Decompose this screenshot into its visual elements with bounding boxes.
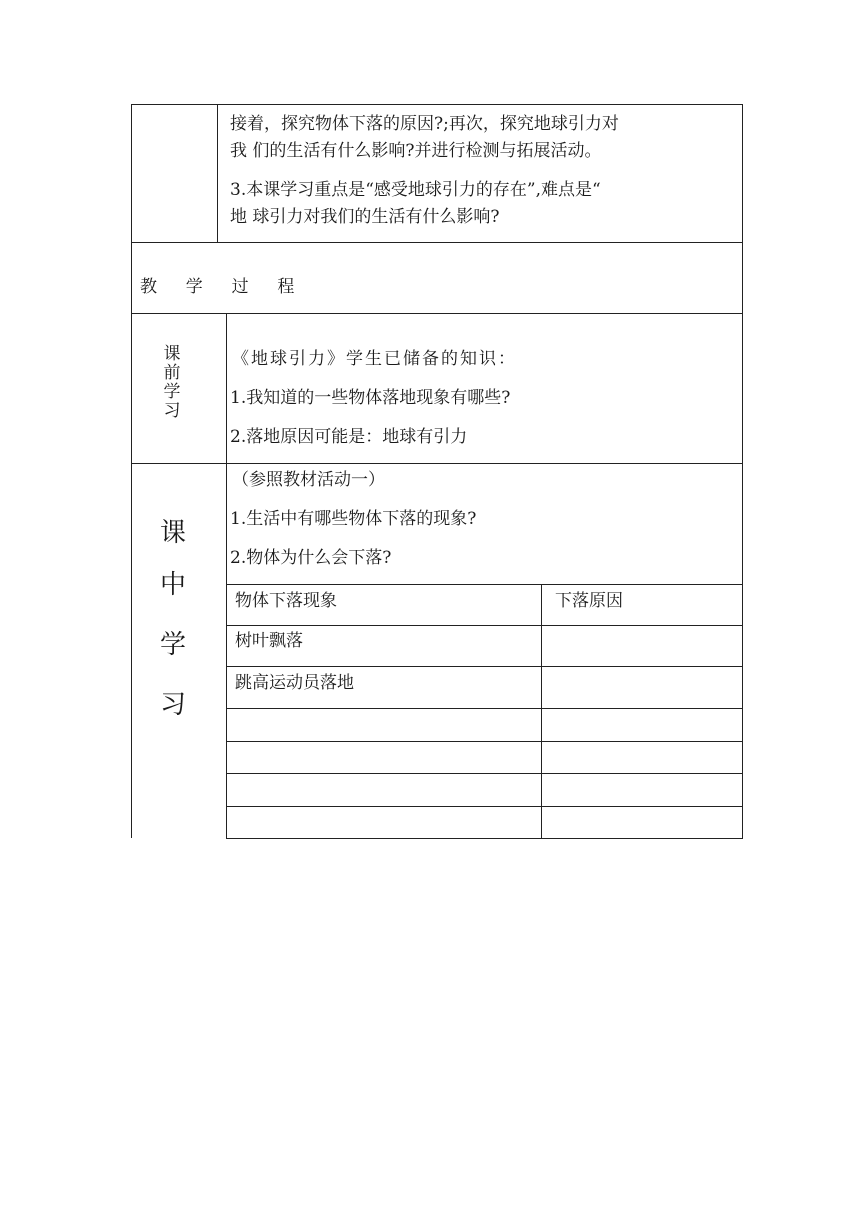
rule-top bbox=[131, 104, 743, 105]
pre-study-line-1: 《地球引力》学生已储备的知识： bbox=[232, 349, 517, 369]
in-class-label-char-2: 中 bbox=[160, 570, 187, 600]
rule-table-bottom bbox=[226, 838, 743, 839]
rule-after-prestudy bbox=[131, 463, 743, 464]
pre-study-label-char-3: 学 bbox=[163, 382, 181, 402]
rule-right bbox=[742, 104, 743, 838]
rule-table-row1 bbox=[226, 625, 743, 626]
in-class-label-char-4: 习 bbox=[160, 690, 187, 720]
process-heading: 教 学 过 程 bbox=[140, 277, 301, 297]
pre-study-line-2: 1.我知道的一些物体落地现象有哪些? bbox=[230, 388, 511, 408]
table-header-cause: 下落原因 bbox=[555, 591, 623, 611]
intro-line-4: 地 球引力对我们的生活有什么影响? bbox=[230, 207, 500, 227]
in-class-reference: （参照教材活动一） bbox=[232, 470, 385, 490]
rule-table-top bbox=[226, 584, 743, 585]
intro-line-2: 我 们的生活有什么影响?并进行检测与拓展活动。 bbox=[230, 141, 602, 161]
rule-left bbox=[131, 104, 132, 838]
in-class-label-char-1: 课 bbox=[160, 518, 187, 548]
rule-after-intro bbox=[131, 242, 743, 243]
table-row-phenomenon: 跳高运动员落地 bbox=[235, 673, 354, 693]
table-header-phenomenon: 物体下落现象 bbox=[235, 591, 337, 611]
in-class-question-2: 2.物体为什么会下落? bbox=[230, 548, 392, 568]
pre-study-label-char-4: 习 bbox=[163, 401, 181, 421]
rule-table-col-divider bbox=[541, 584, 542, 838]
rule-intro-divider bbox=[217, 104, 218, 242]
table-row-phenomenon: 树叶飘落 bbox=[235, 631, 303, 651]
rule-table-row2 bbox=[226, 666, 743, 667]
rule-table-row6 bbox=[226, 806, 743, 807]
pre-study-label-char-1: 课 bbox=[163, 344, 181, 364]
rule-table-row5 bbox=[226, 773, 743, 774]
pre-study-label-char-2: 前 bbox=[163, 363, 181, 383]
in-class-question-1: 1.生活中有哪些物体下落的现象? bbox=[230, 509, 477, 529]
rule-table-row4 bbox=[226, 741, 743, 742]
pre-study-line-3: 2.落地原因可能是：地球有引力 bbox=[230, 427, 468, 447]
rule-after-heading bbox=[131, 313, 743, 314]
intro-line-1: 接着，探究物体下落的原因?;再次，探究地球引力对 bbox=[230, 114, 619, 134]
rule-label-divider bbox=[226, 313, 227, 839]
in-class-label-char-3: 学 bbox=[160, 630, 187, 660]
rule-table-row3 bbox=[226, 708, 743, 709]
intro-line-3: 3.本课学习重点是“感受地球引力的存在”,难点是“ bbox=[230, 180, 601, 200]
